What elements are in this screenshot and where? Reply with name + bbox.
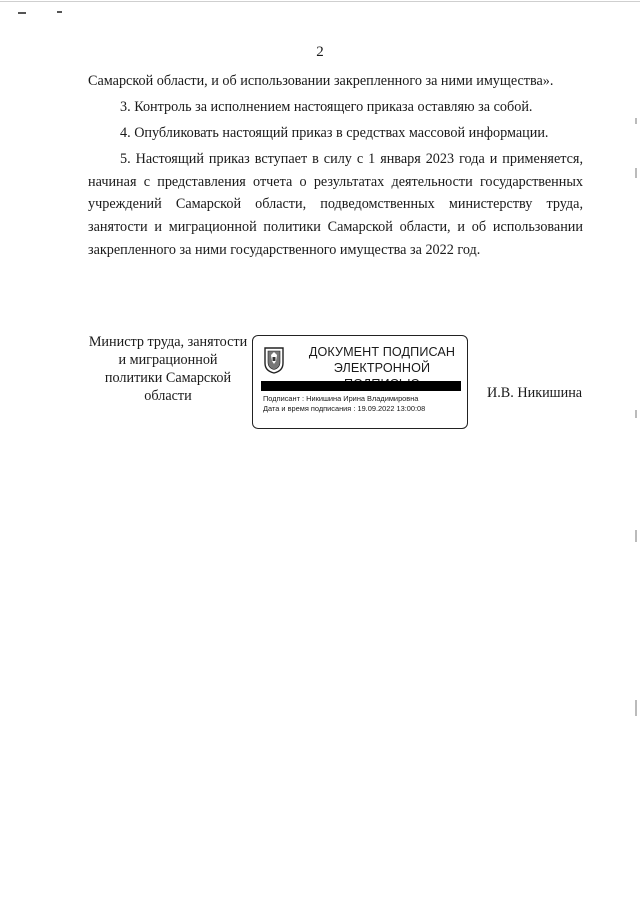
electronic-signature-stamp [252,335,468,429]
paragraph-item-3: 3. Контроль за исполнением настоящего приказа оставляю за собой. [120,99,533,116]
document-body [88,70,583,265]
signatory-position-line: и миграционной [118,352,218,368]
stamp-details [263,394,425,414]
stamp-signer: Подписант : Никишина Ирина Владимировна [263,394,419,403]
scan-edge-line [0,1,640,2]
scan-mark [18,12,26,14]
scan-speck [635,700,637,716]
certificate-redaction-bar [261,381,461,391]
page-number: 2 [316,44,324,60]
paragraph-item-5: 5. Настоящий приказ вступает в силу с 1 января 2023 года и применяется, начиная с представления отчета о результатах деятельности государственных учреждений Самарской области, подведомственных министерству труда, занятости и миграционной политики Самарской области, и об использовании закрепленного за ними государственного имущества за 2022 год. [88,151,583,258]
signatory-position-line: области [144,388,192,404]
scan-speck [635,530,637,542]
scan-mark [57,11,62,13]
signatory-position-line: политики Самарской [104,370,232,386]
stamp-title-line: ДОКУМЕНТ ПОДПИСАН [308,345,456,359]
scan-speck [635,168,637,178]
paragraph-continuation: Самарской области, и об использовании закрепленного за ними имущества». [88,73,554,89]
paragraph-item-4: 4. Опубликовать настоящий приказ в средствах массовой информации. [120,125,549,142]
stamp-datetime: Дата и время подписания : 19.09.2022 13:00:08 [263,404,426,413]
stamp-title-line: ЭЛЕКТРОННОЙ [333,361,431,375]
signatory-position [88,333,248,405]
coat-of-arms-icon [263,346,285,374]
scan-speck [635,410,637,418]
scan-speck [635,118,637,124]
signer-name: И.В. Никишина [487,385,583,401]
signatory-position-line: Министр труда, занятости [88,334,248,350]
